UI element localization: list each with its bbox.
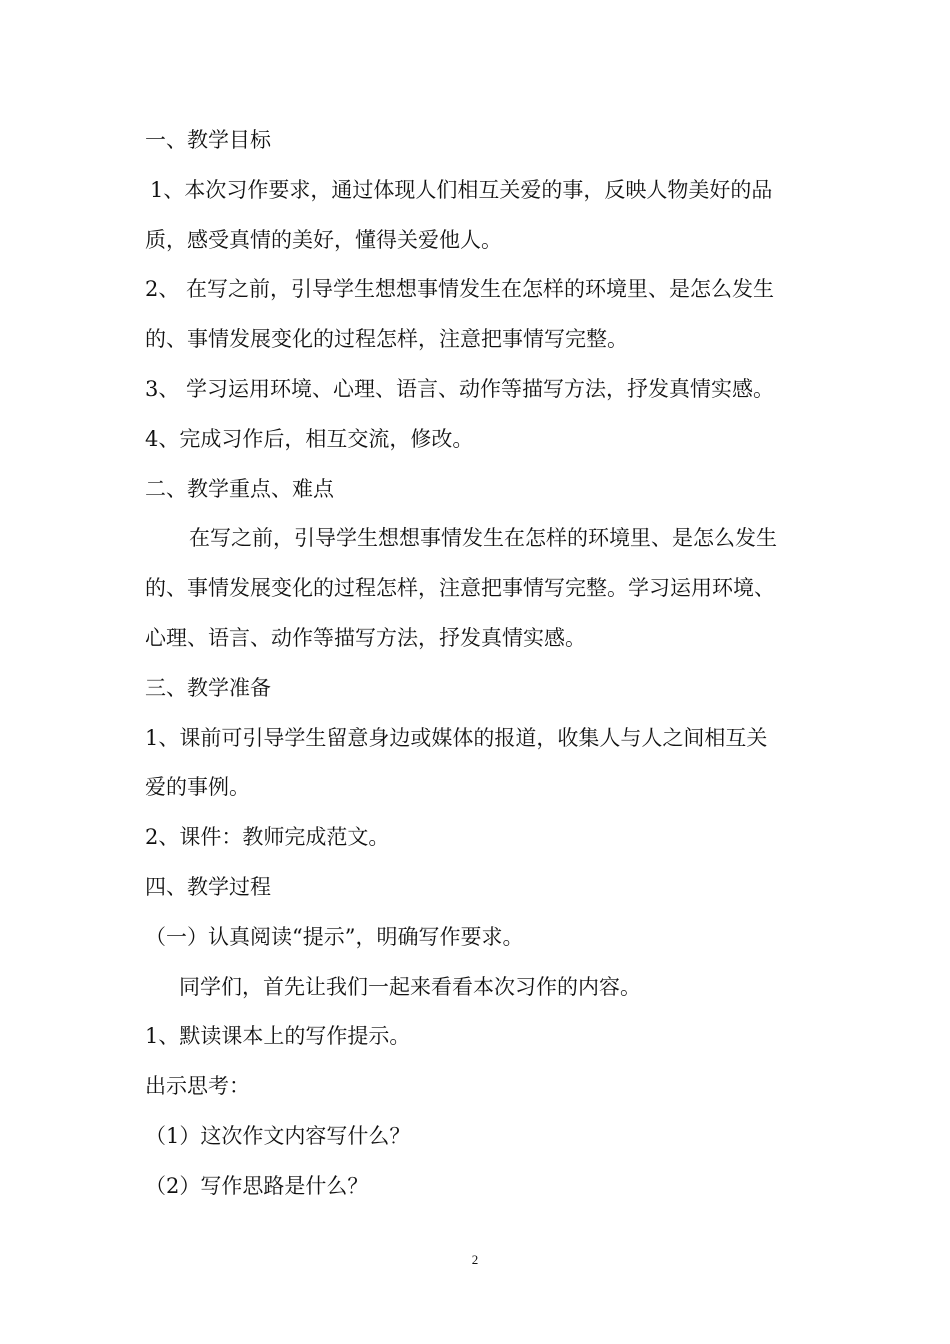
paragraph-line: 1、默读课本上的写作提示。 (145, 1024, 411, 1049)
paragraph-line: 4、完成习作后，相互交流，修改。 (145, 426, 474, 451)
paragraph-line: 的、事情发展变化的过程怎样，注意把事情写完整。 (145, 327, 628, 352)
subheading-step-one: （一）认真阅读“提示”，明确写作要求。 (145, 924, 524, 949)
question-line: （2）写作思路是什么？ (145, 1173, 369, 1198)
paragraph-line: 心理、语言、动作等描写方法，抒发真情实感。 (145, 625, 586, 650)
page-number: 2 (471, 1252, 479, 1267)
heading-teaching-process: 四、教学过程 (145, 874, 271, 899)
paragraph-line: 3、 学习运用环境、心理、语言、动作等描写方法，抒发真情实感。 (145, 376, 775, 401)
paragraph-line: 的、事情发展变化的过程怎样，注意把事情写完整。学习运用环境、 (145, 576, 775, 601)
heading-teaching-objectives: 一、教学目标 (145, 128, 271, 152)
paragraph-line: 质，感受真情的美好，懂得关爱他人。 (145, 227, 502, 252)
paragraph-line: 在写之前，引导学生想想事情发生在怎样的环境里、是怎么发生 (189, 526, 777, 551)
question-line: （1）这次作文内容写什么？ (145, 1123, 411, 1148)
paragraph-line: 2、课件：教师完成范文。 (145, 825, 390, 850)
paragraph-line: 2、 在写之前，引导学生想想事情发生在怎样的环境里、是怎么发生 (145, 277, 775, 302)
document-body (145, 116, 810, 1212)
paragraph-line: 爱的事例。 (145, 775, 250, 800)
heading-key-points: 二、教学重点、难点 (145, 476, 334, 501)
paragraph-line: 1、本次习作要求，通过体现人们相互关爱的事，反映人物美好的品 (150, 177, 773, 202)
paragraph-line: 1、课前可引导学生留意身边或媒体的报道，收集人与人之间相互关 (145, 725, 768, 750)
paragraph-line: 出示思考： (145, 1074, 250, 1099)
heading-preparation: 三、教学准备 (145, 675, 271, 700)
paragraph-line: 同学们，首先让我们一起来看看本次习作的内容。 (179, 974, 641, 999)
